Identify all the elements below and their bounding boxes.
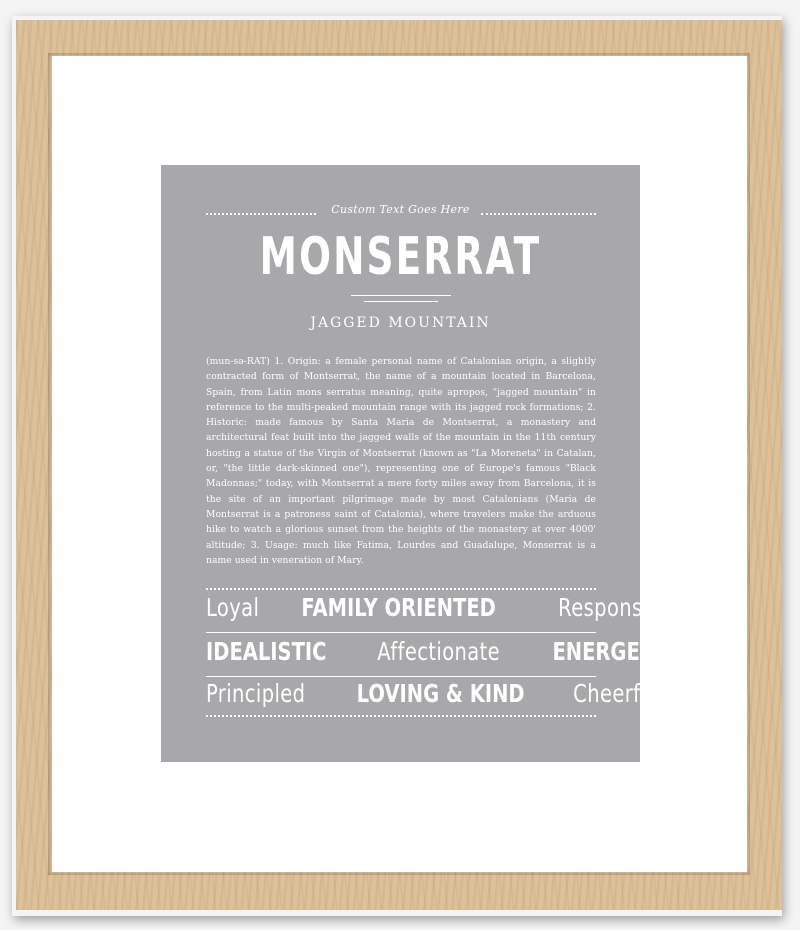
trait-row-2 bbox=[206, 637, 675, 673]
trait-word: FAMILY ORIENTED bbox=[301, 593, 497, 622]
traits-bottom-divider bbox=[206, 715, 596, 717]
trait-word: IDEALISTIC bbox=[206, 637, 327, 666]
custom-text-line: Custom Text Goes Here bbox=[331, 203, 470, 216]
trait-word: Affectionate bbox=[377, 637, 501, 666]
name-meaning: JAGGED MOUNTAIN bbox=[310, 315, 491, 331]
trait-word: Responsible bbox=[557, 593, 679, 622]
trait-word: Principled bbox=[206, 679, 306, 708]
trait-word: Cheerful bbox=[572, 679, 659, 708]
trait-word: Loyal bbox=[206, 593, 260, 622]
trait-row-divider bbox=[206, 632, 596, 633]
trait-word: LOVING & KIND bbox=[357, 679, 526, 708]
trait-row-1 bbox=[206, 593, 679, 629]
name-meaning-print bbox=[161, 165, 679, 762]
trait-word: ENERGETIC bbox=[552, 637, 675, 666]
title-underline-upper bbox=[351, 295, 451, 296]
trait-row-3 bbox=[206, 679, 659, 715]
trait-row-divider bbox=[206, 676, 596, 677]
name-definition: (mun-sə-RAT) 1. Origin: a female personal name of Catalonian origin, a slightly contracted form of Montserrat, the name of a mountain located in Barcelona, Spain, from Latin mons serratus meaning, quite apropos, "jagged mountain" in reference to the multi-peaked mountain range with its jagged rock formations; 2. Historic: made famous by Santa Maria de Montserrat, a monastery and architectural feat built into the jagged walls of the mountain in the 11th century hosting a statue of the Virgin of Montserrat (known as "La Moreneta" in Catalan, or, "the little dark-skinned one"), representing one of Europe's famous "Black Madonnas;" today, with Montserrat a mere forty miles away from Barcelona, it is the site of an important pilgrimage made by most Catalonians (Maria de Montserrat is a patroness saint of Catalonia), where travelers make the arduous hike to watch a glorious sunset from the heights of the monastery at over 4000' altitude; 3. Usage: much like Fatima, Lourdes and Guadalupe, Monserrat is a name used in veneration of Mary. bbox=[206, 356, 596, 566]
traits-top-divider bbox=[206, 588, 596, 590]
title-underline-lower bbox=[364, 301, 438, 302]
name-title: MONSERRAT bbox=[259, 227, 542, 287]
